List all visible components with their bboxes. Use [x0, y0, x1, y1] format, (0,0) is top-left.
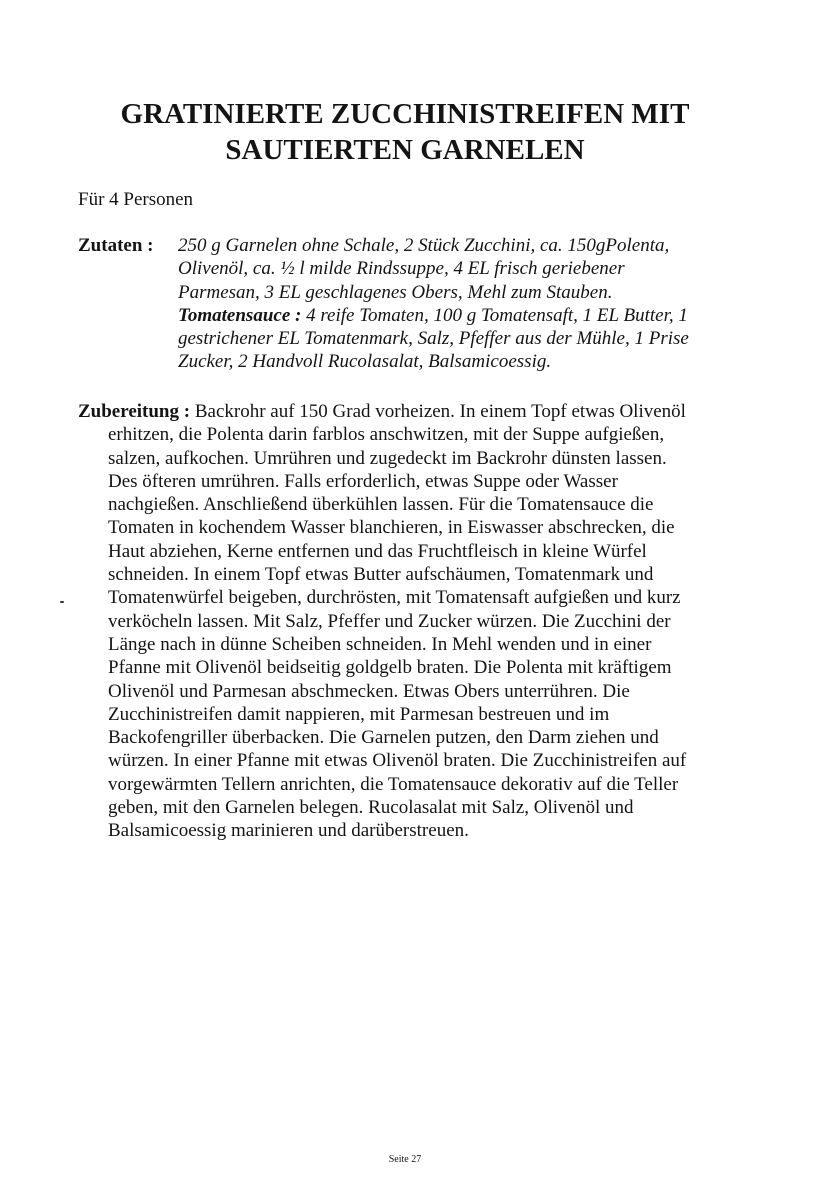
title-line-2: SAUTIERTEN GARNELEN: [225, 134, 585, 166]
preparation-section: [78, 400, 758, 843]
preparation-label: Zubereitung :: [78, 401, 191, 422]
preparation-line: Tomatenwürfel beigeben, durchrösten, mit Tomatensaft aufgießen und kurz: [108, 587, 681, 609]
preparation-line: Backofengriller überbacken. Die Garnelen putzen, den Darm ziehen und: [108, 727, 659, 749]
scan-speck: [60, 601, 64, 603]
sauce-first-line: [178, 304, 758, 327]
sauce-first-text: 4 reife Tomaten, 100 g Tomatensaft, 1 EL Butter, 1: [301, 304, 688, 326]
preparation-line: Länge nach in dünne Scheiben schneiden. In Mehl wenden und in einer: [108, 633, 652, 655]
title-line-1: GRATINIERTE ZUCCHINISTREIFEN MIT: [120, 98, 690, 130]
recipe-title: [60, 96, 750, 168]
sauce-label: Tomatensauce :: [178, 304, 302, 326]
preparation-line: Pfanne mit Olivenöl beidseitig goldgelb braten. Die Polenta mit kräftigem: [108, 657, 672, 679]
preparation-line: geben, mit den Garnelen belegen. Rucolasalat mit Salz, Olivenöl und: [108, 797, 634, 819]
preparation-line: vorgewärmten Tellern anrichten, die Tomatensauce dekorativ auf die Teller: [108, 773, 679, 795]
ingredients-line: Olivenöl, ca. ½ l milde Rindssuppe, 4 EL frisch geriebener: [178, 258, 625, 280]
ingredients-label: Zutaten :: [78, 235, 154, 256]
preparation-line: Haut abziehen, Kerne entfernen und das Fruchtfleisch in kleine Würfel: [108, 540, 647, 562]
sauce-line: Zucker, 2 Handvoll Rucolasalat, Balsamicoessig.: [178, 351, 552, 373]
preparation-line: würzen. In einer Pfanne mit etwas Olivenöl braten. Die Zucchinistreifen auf: [108, 750, 687, 772]
preparation-line: Des öfteren umrühren. Falls erforderlich, etwas Suppe oder Wasser: [108, 470, 618, 492]
preparation-line: Zucchinistreifen damit nappieren, mit Parmesan bestreuen und im: [108, 703, 610, 725]
ingredients-list: [178, 234, 758, 374]
preparation-line: schneiden. In einem Topf etwas Butter aufschäumen, Tomatenmark und: [108, 564, 654, 586]
sauce-line: gestrichener EL Tomatenmark, Salz, Pfeffer aus der Mühle, 1 Prise: [178, 328, 689, 350]
preparation-first-text: Backrohr auf 150 Grad vorheizen. In einem Topf etwas Olivenöl: [190, 401, 686, 422]
page-number: Seite 27: [388, 1154, 422, 1165]
preparation-line: nachgießen. Anschließend überkühlen lassen. Für die Tomatensauce die: [108, 494, 654, 516]
ingredients-line: Parmesan, 3 EL geschlagenes Obers, Mehl zum Stauben.: [178, 281, 613, 303]
servings-text: Für 4 Personen: [78, 189, 194, 210]
preparation-line: verköcheln lassen. Mit Salz, Pfeffer und Zucker würzen. Die Zucchini der: [108, 610, 671, 632]
preparation-line: erhitzen, die Polenta darin farblos anschwitzen, mit der Suppe aufgießen,: [108, 424, 665, 446]
ingredients-line: 250 g Garnelen ohne Schale, 2 Stück Zucchini, ca. 150gPolenta,: [178, 235, 670, 256]
preparation-line: Balsamicoessig marinieren und darüberstreuen.: [108, 820, 469, 842]
preparation-first-line: [78, 400, 758, 423]
preparation-line: Olivenöl und Parmesan abschmecken. Etwas Obers unterrühren. Die: [108, 680, 630, 702]
preparation-line: salzen, aufkochen. Umrühren und zugedeckt im Backrohr dünsten lassen.: [108, 447, 667, 469]
preparation-line: Tomaten in kochendem Wasser blanchieren, in Eiswasser abschrecken, die: [108, 517, 675, 539]
